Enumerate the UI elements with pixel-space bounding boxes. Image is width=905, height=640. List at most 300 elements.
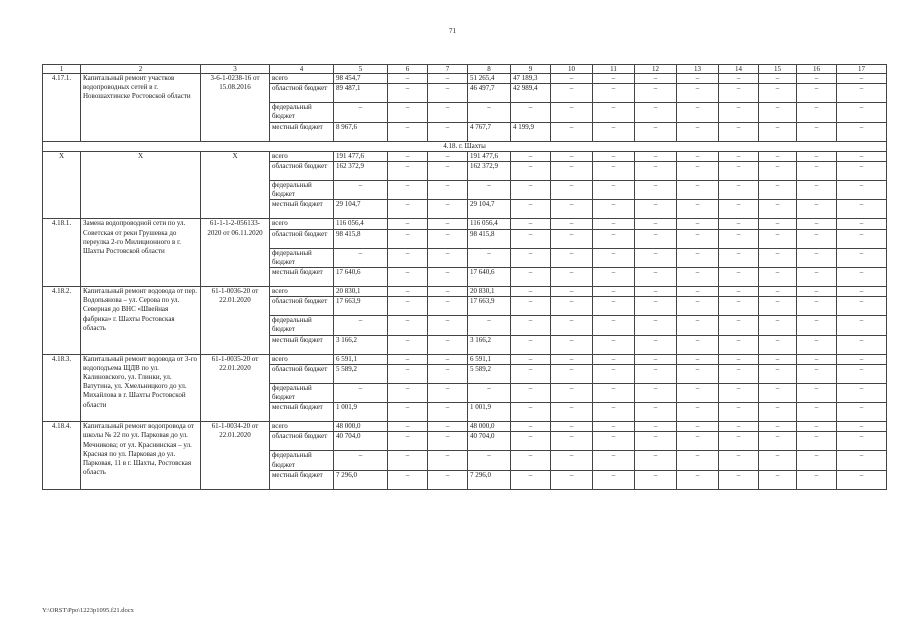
dash-cell: –: [551, 200, 593, 219]
dash-cell: –: [428, 316, 468, 335]
dash-cell: –: [388, 181, 428, 200]
dash-cell: –: [388, 364, 428, 383]
dash-cell: –: [551, 287, 593, 297]
dash-cell: –: [759, 432, 797, 451]
dash-cell: –: [837, 84, 887, 103]
budget-label: областной бюджет: [270, 364, 334, 383]
dash-cell: –: [635, 181, 677, 200]
dash-cell: –: [593, 383, 635, 402]
dash-cell: –: [428, 151, 468, 161]
amount-cell: 51 265,4: [468, 74, 511, 84]
object-name: Капитальный ремонт водовода от пер. Водопьянова – ул. Серова по ул. Северная до ВНС «Швейная фабрика» г. Шахты Ростовская область: [81, 287, 201, 355]
dash-cell: –: [511, 103, 551, 122]
dash-cell: –: [593, 181, 635, 200]
header-cell: 1: [43, 65, 81, 74]
amount-cell: 48 000,0: [334, 422, 388, 432]
amount-cell: 98 454,7: [334, 74, 388, 84]
dash-cell: –: [428, 422, 468, 432]
header-cell: 2: [81, 65, 201, 74]
dash-cell: –: [428, 84, 468, 103]
dash-cell: –: [635, 84, 677, 103]
budget-label: областной бюджет: [270, 229, 334, 248]
dash-cell: –: [837, 470, 887, 489]
dash-cell: –: [759, 364, 797, 383]
header-cell: 13: [677, 65, 719, 74]
dash-cell: –: [635, 451, 677, 470]
dash-cell: –: [635, 151, 677, 161]
row-number: 4.18.1.: [43, 219, 81, 287]
dash-cell: –: [635, 403, 677, 422]
dash-cell: –: [593, 151, 635, 161]
dash-cell: –: [719, 200, 759, 219]
section-title: 4.18. г. Шахты: [43, 141, 887, 151]
dash-cell: –: [719, 162, 759, 181]
budget-label: всего: [270, 151, 334, 161]
object-name: Капитальный ремонт водопровода от школы № 22 по ул. Парковая до ул. Мечникова; от ул. Краснинская – ул. Красная по ул. Парковая до ул. Парковая, 11 в г. Шахты, Ростовская область: [81, 422, 201, 490]
dash-cell: –: [677, 122, 719, 141]
header-cell: 16: [797, 65, 837, 74]
dash-cell: –: [511, 219, 551, 229]
dash-cell: –: [635, 470, 677, 489]
dash-cell: –: [593, 84, 635, 103]
dash-cell: –: [428, 122, 468, 141]
dash-cell: –: [593, 354, 635, 364]
dash-cell: –: [719, 84, 759, 103]
dash-cell: –: [677, 470, 719, 489]
dash-cell: –: [428, 403, 468, 422]
amount-cell: 40 704,0: [468, 432, 511, 451]
dash-cell: –: [511, 268, 551, 287]
amount-cell: 17 663,9: [468, 297, 511, 316]
dash-cell: –: [593, 122, 635, 141]
dash-cell: –: [511, 162, 551, 181]
dash-cell: –: [719, 354, 759, 364]
budget-label: всего: [270, 219, 334, 229]
dash-cell: –: [635, 287, 677, 297]
dash-cell: –: [635, 383, 677, 402]
amount-cell: 89 487,1: [334, 84, 388, 103]
dash-cell: –: [759, 422, 797, 432]
dash-cell: –: [797, 422, 837, 432]
dash-cell: –: [797, 335, 837, 354]
dash-cell: –: [593, 470, 635, 489]
amount-cell: 191 477,6: [468, 151, 511, 161]
header-cell: 8: [468, 65, 511, 74]
amount-cell: 3 166,2: [468, 335, 511, 354]
dash-cell: –: [797, 181, 837, 200]
dash-cell: –: [719, 364, 759, 383]
dash-cell: –: [677, 74, 719, 84]
header-cell: 3: [201, 65, 270, 74]
amount-cell: 7 296,0: [334, 470, 388, 489]
dash-cell: –: [635, 432, 677, 451]
dash-cell: –: [797, 403, 837, 422]
dash-cell: –: [388, 84, 428, 103]
header-cell: 4: [270, 65, 334, 74]
dash-cell: –: [388, 470, 428, 489]
dash-cell: –: [797, 162, 837, 181]
dash-cell: –: [551, 335, 593, 354]
dash-cell: –: [511, 200, 551, 219]
dash-cell: –: [593, 248, 635, 267]
budget-label: федеральный бюджет: [270, 181, 334, 200]
dash-cell: –: [468, 451, 511, 470]
amount-cell: 1 001,9: [468, 403, 511, 422]
dash-cell: –: [388, 432, 428, 451]
dash-cell: –: [428, 287, 468, 297]
dash-cell: –: [551, 181, 593, 200]
dash-cell: –: [388, 200, 428, 219]
dash-cell: –: [719, 103, 759, 122]
dash-cell: –: [677, 451, 719, 470]
dash-cell: –: [635, 74, 677, 84]
dash-cell: –: [677, 200, 719, 219]
amount-cell: 162 372,9: [468, 162, 511, 181]
dash-cell: –: [428, 74, 468, 84]
dash-cell: –: [677, 151, 719, 161]
amount-cell: 20 830,1: [334, 287, 388, 297]
project-doc: Х: [201, 151, 270, 219]
dash-cell: –: [759, 451, 797, 470]
dash-cell: –: [551, 316, 593, 335]
dash-cell: –: [551, 383, 593, 402]
dash-cell: –: [551, 470, 593, 489]
dash-cell: –: [428, 103, 468, 122]
dash-cell: –: [593, 74, 635, 84]
dash-cell: –: [797, 316, 837, 335]
dash-cell: –: [677, 181, 719, 200]
dash-cell: –: [635, 422, 677, 432]
section-row: [43, 141, 887, 151]
budget-label: местный бюджет: [270, 403, 334, 422]
dash-cell: –: [511, 248, 551, 267]
dash-cell: –: [511, 354, 551, 364]
dash-cell: –: [593, 103, 635, 122]
dash-cell: –: [468, 383, 511, 402]
budget-label: местный бюджет: [270, 470, 334, 489]
header-cell: 9: [511, 65, 551, 74]
budget-label: областной бюджет: [270, 84, 334, 103]
dash-cell: –: [551, 219, 593, 229]
dash-cell: –: [468, 316, 511, 335]
project-doc: 61-1-0035-20 от 22.01.2020: [201, 354, 270, 422]
dash-cell: –: [837, 103, 887, 122]
budget-label: местный бюджет: [270, 335, 334, 354]
dash-cell: –: [677, 335, 719, 354]
dash-cell: –: [759, 297, 797, 316]
amount-cell: 20 830,1: [468, 287, 511, 297]
dash-cell: –: [837, 122, 887, 141]
dash-cell: –: [388, 297, 428, 316]
amount-cell: 7 296,0: [468, 470, 511, 489]
header-cell: 14: [719, 65, 759, 74]
header-cell: 17: [837, 65, 887, 74]
dash-cell: –: [797, 287, 837, 297]
dash-cell: –: [334, 248, 388, 267]
dash-cell: –: [797, 84, 837, 103]
header-cell: 11: [593, 65, 635, 74]
dash-cell: –: [511, 451, 551, 470]
dash-cell: –: [719, 335, 759, 354]
dash-cell: –: [797, 383, 837, 402]
dash-cell: –: [719, 229, 759, 248]
dash-cell: –: [837, 422, 887, 432]
dash-cell: –: [388, 316, 428, 335]
dash-cell: –: [677, 316, 719, 335]
dash-cell: –: [677, 162, 719, 181]
budget-label: федеральный бюджет: [270, 103, 334, 122]
dash-cell: –: [593, 219, 635, 229]
dash-cell: –: [551, 229, 593, 248]
dash-cell: –: [837, 383, 887, 402]
dash-cell: –: [837, 219, 887, 229]
dash-cell: –: [677, 268, 719, 287]
dash-cell: –: [468, 103, 511, 122]
dash-cell: –: [719, 268, 759, 287]
dash-cell: –: [388, 335, 428, 354]
budget-label: областной бюджет: [270, 432, 334, 451]
header-cell: 15: [759, 65, 797, 74]
dash-cell: –: [388, 403, 428, 422]
dash-cell: –: [677, 422, 719, 432]
object-name: Х: [81, 151, 201, 219]
dash-cell: –: [837, 248, 887, 267]
dash-cell: –: [551, 364, 593, 383]
dash-cell: –: [635, 103, 677, 122]
budget-label: всего: [270, 74, 334, 84]
header-cell: 5: [334, 65, 388, 74]
dash-cell: –: [593, 451, 635, 470]
dash-cell: –: [719, 297, 759, 316]
dash-cell: –: [388, 103, 428, 122]
dash-cell: –: [635, 297, 677, 316]
dash-cell: –: [759, 151, 797, 161]
dash-cell: –: [837, 200, 887, 219]
dash-cell: –: [759, 287, 797, 297]
dash-cell: –: [797, 229, 837, 248]
dash-cell: –: [428, 470, 468, 489]
dash-cell: –: [797, 297, 837, 316]
project-doc: 61-1-1-2-056133-2020 от 06.11.2020: [201, 219, 270, 287]
table-row: [43, 354, 887, 364]
header-cell: 12: [635, 65, 677, 74]
dash-cell: –: [677, 297, 719, 316]
dash-cell: –: [837, 335, 887, 354]
dash-cell: –: [677, 287, 719, 297]
dash-cell: –: [635, 335, 677, 354]
budget-label: всего: [270, 422, 334, 432]
budget-label: местный бюджет: [270, 268, 334, 287]
dash-cell: –: [719, 287, 759, 297]
dash-cell: –: [551, 268, 593, 287]
dash-cell: –: [677, 219, 719, 229]
dash-cell: –: [551, 151, 593, 161]
dash-cell: –: [388, 268, 428, 287]
dash-cell: –: [797, 151, 837, 161]
dash-cell: –: [797, 74, 837, 84]
dash-cell: –: [797, 470, 837, 489]
dash-cell: –: [551, 451, 593, 470]
dash-cell: –: [468, 181, 511, 200]
project-doc: 61-1-0034-20 от 22.01.2020: [201, 422, 270, 490]
amount-cell: 6 591,1: [468, 354, 511, 364]
dash-cell: –: [677, 84, 719, 103]
dash-cell: –: [837, 229, 887, 248]
project-doc: 3-6-1-0238-16 от 15.08.2016: [201, 74, 270, 142]
dash-cell: –: [388, 219, 428, 229]
dash-cell: –: [837, 316, 887, 335]
dash-cell: –: [837, 287, 887, 297]
dash-cell: –: [511, 403, 551, 422]
dash-cell: –: [511, 229, 551, 248]
amount-cell: 98 415,8: [468, 229, 511, 248]
dash-cell: –: [635, 316, 677, 335]
dash-cell: –: [837, 451, 887, 470]
dash-cell: –: [428, 162, 468, 181]
project-doc: 61-1-0036-20 от 22.01.2020: [201, 287, 270, 355]
dash-cell: –: [759, 200, 797, 219]
dash-cell: –: [635, 200, 677, 219]
dash-cell: –: [593, 403, 635, 422]
dash-cell: –: [511, 316, 551, 335]
dash-cell: –: [388, 74, 428, 84]
amount-cell: 29 104,7: [334, 200, 388, 219]
dash-cell: –: [759, 181, 797, 200]
dash-cell: –: [593, 432, 635, 451]
dash-cell: –: [635, 354, 677, 364]
dash-cell: –: [511, 470, 551, 489]
dash-cell: –: [551, 432, 593, 451]
amount-cell: 1 001,9: [334, 403, 388, 422]
dash-cell: –: [428, 268, 468, 287]
dash-cell: –: [677, 403, 719, 422]
dash-cell: –: [837, 354, 887, 364]
dash-cell: –: [511, 364, 551, 383]
dash-cell: –: [759, 335, 797, 354]
dash-cell: –: [593, 229, 635, 248]
amount-cell: 5 589,2: [334, 364, 388, 383]
dash-cell: –: [511, 181, 551, 200]
dash-cell: –: [428, 451, 468, 470]
amount-cell: 162 372,9: [334, 162, 388, 181]
dash-cell: –: [593, 200, 635, 219]
amount-cell: 116 056,4: [334, 219, 388, 229]
dash-cell: –: [677, 229, 719, 248]
dash-cell: –: [593, 287, 635, 297]
dash-cell: –: [759, 122, 797, 141]
dash-cell: –: [837, 364, 887, 383]
dash-cell: –: [719, 432, 759, 451]
budget-label: областной бюджет: [270, 162, 334, 181]
dash-cell: –: [635, 268, 677, 287]
amount-cell: 40 704,0: [334, 432, 388, 451]
dash-cell: –: [759, 248, 797, 267]
dash-cell: –: [334, 451, 388, 470]
dash-cell: –: [511, 287, 551, 297]
dash-cell: –: [719, 74, 759, 84]
header-cell: 7: [428, 65, 468, 74]
dash-cell: –: [759, 74, 797, 84]
dash-cell: –: [719, 403, 759, 422]
amount-cell: 17 663,9: [334, 297, 388, 316]
header-cell: 10: [551, 65, 593, 74]
amount-cell: 17 640,6: [334, 268, 388, 287]
amount-cell: 3 166,2: [334, 335, 388, 354]
dash-cell: –: [388, 451, 428, 470]
dash-cell: –: [428, 432, 468, 451]
object-name: Замена водопроводной сети по ул. Советская от реки Грушевка до переулка 2-го Милиционного в г. Шахты Ростовской области: [81, 219, 201, 287]
dash-cell: –: [593, 364, 635, 383]
dash-cell: –: [468, 248, 511, 267]
dash-cell: –: [759, 84, 797, 103]
dash-cell: –: [334, 316, 388, 335]
dash-cell: –: [759, 316, 797, 335]
dash-cell: –: [719, 422, 759, 432]
dash-cell: –: [837, 403, 887, 422]
dash-cell: –: [719, 219, 759, 229]
dash-cell: –: [428, 219, 468, 229]
dash-cell: –: [388, 151, 428, 161]
budget-label: всего: [270, 287, 334, 297]
dash-cell: –: [635, 229, 677, 248]
row-number: Х: [43, 151, 81, 219]
dash-cell: –: [428, 383, 468, 402]
dash-cell: –: [511, 422, 551, 432]
dash-cell: –: [677, 354, 719, 364]
dash-cell: –: [551, 403, 593, 422]
dash-cell: –: [797, 364, 837, 383]
row-number: 4.18.3.: [43, 354, 81, 422]
dash-cell: –: [428, 297, 468, 316]
dash-cell: –: [759, 162, 797, 181]
dash-cell: –: [551, 354, 593, 364]
dash-cell: –: [759, 354, 797, 364]
budget-label: всего: [270, 354, 334, 364]
dash-cell: –: [428, 364, 468, 383]
dash-cell: –: [797, 268, 837, 287]
dash-cell: –: [677, 103, 719, 122]
dash-cell: –: [511, 432, 551, 451]
dash-cell: –: [635, 219, 677, 229]
dash-cell: –: [388, 354, 428, 364]
dash-cell: –: [759, 470, 797, 489]
dash-cell: –: [837, 432, 887, 451]
amount-cell: 46 497,7: [468, 84, 511, 103]
dash-cell: –: [388, 248, 428, 267]
dash-cell: –: [388, 287, 428, 297]
dash-cell: –: [388, 122, 428, 141]
dash-cell: –: [677, 364, 719, 383]
dash-cell: –: [428, 200, 468, 219]
dash-cell: –: [759, 383, 797, 402]
dash-cell: –: [719, 470, 759, 489]
budget-label: федеральный бюджет: [270, 316, 334, 335]
dash-cell: –: [388, 422, 428, 432]
dash-cell: –: [428, 229, 468, 248]
budget-label: местный бюджет: [270, 122, 334, 141]
dash-cell: –: [334, 103, 388, 122]
amount-cell: 116 056,4: [468, 219, 511, 229]
dash-cell: –: [551, 297, 593, 316]
dash-cell: –: [837, 268, 887, 287]
dash-cell: –: [551, 162, 593, 181]
dash-cell: –: [797, 200, 837, 219]
dash-cell: –: [551, 422, 593, 432]
budget-label: федеральный бюджет: [270, 383, 334, 402]
dash-cell: –: [593, 335, 635, 354]
dash-cell: –: [719, 151, 759, 161]
dash-cell: –: [388, 229, 428, 248]
